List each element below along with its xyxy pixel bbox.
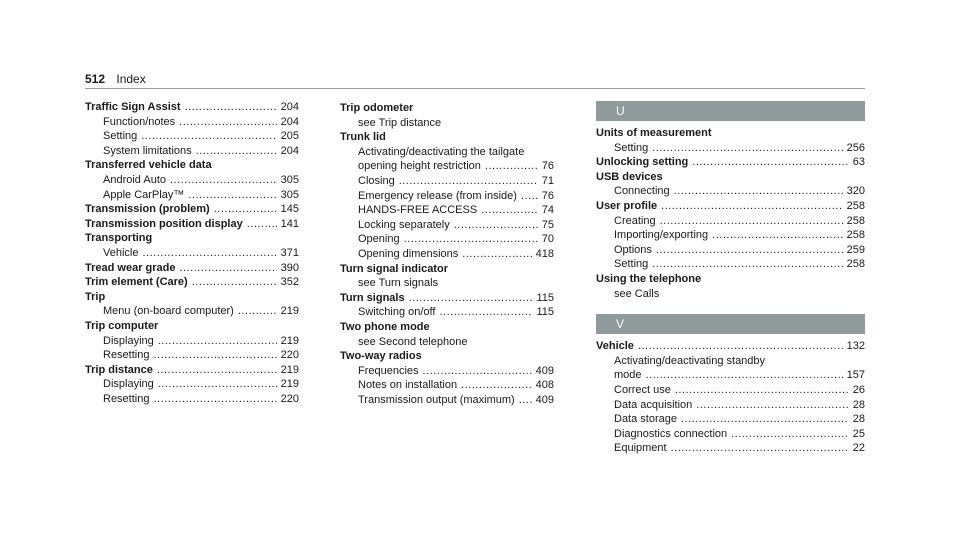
entry-text: Trip distance (85, 363, 153, 376)
entry-text: Notes on installation (358, 379, 458, 392)
index-subentry (340, 203, 554, 218)
dot-leader (247, 217, 277, 232)
index-subentry (85, 129, 299, 144)
page-ref[interactable]: 258 (846, 214, 865, 227)
entry-text: Data storage (614, 413, 677, 426)
dot-leader (158, 377, 277, 392)
index-subentry (340, 159, 554, 174)
entry-text: Equipment (614, 442, 667, 455)
index-subentry (85, 334, 299, 349)
index-entry (85, 158, 299, 173)
dot-leader (671, 441, 849, 456)
entry-text: mode (614, 369, 642, 382)
index-subentry (85, 348, 299, 363)
entry-text: Trip (85, 290, 106, 303)
index-subentry (596, 287, 865, 302)
page-ref[interactable]: 219 (280, 305, 299, 318)
entry-text: Units of measurement (596, 127, 712, 139)
entry-text: Transferred vehicle data (85, 159, 212, 172)
entry-text: Activating/deactivating the tailgate (358, 145, 525, 158)
dot-leader (485, 159, 538, 174)
dot-leader (681, 412, 849, 427)
index-entry (85, 261, 299, 276)
dot-leader (185, 100, 277, 115)
dot-leader (409, 291, 533, 306)
dot-leader (461, 378, 532, 393)
index-subentry (340, 364, 554, 379)
entry-text: Data acquisition (614, 398, 693, 411)
entry-text: Options (614, 243, 652, 256)
index-subentry (340, 247, 554, 262)
dot-leader (423, 364, 532, 379)
page-ref[interactable]: 115 (536, 291, 554, 304)
index-entry (340, 320, 554, 335)
index-subentry (340, 174, 554, 189)
entry-text: Resetting (103, 392, 150, 405)
dot-leader (170, 173, 277, 188)
page-ref[interactable]: 75 (541, 218, 554, 231)
entry-text: Creating (614, 214, 656, 227)
page-ref[interactable]: 70 (541, 233, 554, 246)
entry-text: Turn signal indicator (340, 262, 448, 275)
index-entry (85, 319, 299, 334)
dot-leader (692, 155, 848, 170)
dot-leader (652, 141, 842, 156)
dot-leader (454, 218, 538, 233)
dot-leader (188, 188, 276, 203)
index-subentry (596, 441, 865, 456)
entry-text: Closing (358, 174, 395, 187)
index-subentry (596, 354, 865, 369)
index-subentry (85, 304, 299, 319)
index-entry (340, 130, 554, 145)
entry-text: Transmission (problem) (85, 203, 210, 216)
page-ref[interactable]: 22 (852, 442, 865, 455)
index-entry (85, 202, 299, 217)
index-subentry (596, 257, 865, 272)
dot-leader (731, 427, 849, 442)
entry-text: Turn signals (340, 291, 405, 304)
index-entry (85, 275, 299, 290)
entry-text: Vehicle (103, 246, 139, 259)
entry-text: Two phone mode (340, 320, 430, 333)
page-ref[interactable]: 409 (535, 393, 554, 406)
index-subentry (85, 188, 299, 203)
page-ref[interactable]: 390 (280, 261, 299, 274)
index-subentry (340, 145, 554, 160)
entry-text: Android Auto (103, 173, 166, 186)
entry-text: see Second telephone (358, 335, 468, 348)
page-number: 512 (85, 72, 106, 86)
index-subentry (596, 243, 865, 258)
index-subentry (340, 378, 554, 393)
dot-leader (661, 199, 843, 214)
page-ref[interactable]: 258 (846, 199, 865, 212)
dot-leader (196, 144, 277, 159)
index-subentry (340, 218, 554, 233)
dot-leader (214, 202, 277, 217)
page-ref[interactable]: 219 (280, 363, 299, 376)
section-u-entries (596, 126, 865, 301)
page-ref[interactable]: 259 (846, 243, 865, 256)
entry-text: Resetting (103, 349, 150, 362)
entry-text: Opening (358, 233, 400, 246)
index-entry (85, 231, 299, 246)
entry-text: Correct use (614, 383, 671, 396)
entry-text: Transporting (85, 232, 153, 245)
index-entry (85, 217, 299, 232)
index-subentry (596, 141, 865, 156)
page-ref[interactable]: 141 (280, 217, 299, 230)
index-subentry (596, 228, 865, 243)
index-subentry (596, 398, 865, 413)
index-subentry (340, 116, 554, 131)
index-entry (85, 363, 299, 378)
entry-text: User profile (596, 199, 658, 212)
index-subentry (340, 276, 554, 291)
index-subentry (85, 392, 299, 407)
page-ref[interactable]: 28 (852, 413, 865, 426)
entry-text: Using the telephone (596, 272, 702, 285)
entry-text: Tread wear grade (85, 261, 176, 274)
dot-leader (646, 368, 843, 383)
index-entry (596, 170, 865, 185)
page-title: Index (116, 72, 146, 86)
dot-leader (521, 189, 538, 204)
page-ref[interactable]: 76 (541, 189, 554, 202)
index-subentry (340, 189, 554, 204)
index-subentry (596, 383, 865, 398)
dot-leader (179, 115, 276, 130)
index-subentry (596, 184, 865, 199)
index-subentry (596, 427, 865, 442)
index-subentry (85, 115, 299, 130)
index-column-2 (340, 101, 554, 407)
dot-leader (157, 363, 277, 378)
entry-text: Apple CarPlay™ (103, 188, 185, 201)
section-v-entries (596, 339, 865, 456)
entry-text: see Calls (614, 287, 660, 300)
page-ref[interactable]: 204 (280, 101, 299, 113)
page-ref[interactable]: 256 (846, 141, 865, 154)
section-header-u: U (596, 101, 865, 121)
page-ref[interactable]: 409 (535, 364, 554, 377)
entry-text: Locking separately (358, 218, 450, 231)
index-subentry (596, 214, 865, 229)
entry-text: Traffic Sign Assist (85, 101, 181, 113)
entry-text: USB devices (596, 170, 663, 183)
index-subentry (340, 335, 554, 350)
header-rule (85, 88, 865, 89)
entry-text: Emergency release (from inside) (358, 189, 517, 202)
index-entry (596, 272, 865, 287)
dot-leader (519, 393, 532, 408)
index-column-1 (85, 100, 299, 406)
dot-leader (153, 348, 276, 363)
page-ref[interactable]: 371 (280, 246, 299, 259)
page-ref[interactable]: 115 (536, 306, 554, 319)
entry-text: Connecting (614, 185, 670, 198)
index-entry (85, 290, 299, 305)
entry-text: Importing/exporting (614, 229, 709, 242)
page-ref[interactable]: 219 (280, 378, 299, 391)
entry-text: Unlocking setting (596, 156, 689, 169)
entry-text: opening height restriction (358, 160, 481, 173)
index-entry (340, 262, 554, 277)
entry-text: Displaying (103, 378, 154, 391)
page-ref[interactable]: 305 (280, 173, 299, 186)
page-ref[interactable]: 408 (535, 379, 554, 392)
index-subentry (340, 232, 554, 247)
entry-text: Activating/deactivating standby (614, 354, 766, 367)
index-subentry (340, 393, 554, 408)
entry-text: Frequencies (358, 364, 419, 377)
entry-text: Transmission output (maximum) (358, 393, 515, 406)
entry-text: System limitations (103, 144, 192, 157)
page-ref[interactable]: 145 (280, 203, 299, 216)
page-ref[interactable]: 204 (280, 144, 299, 157)
index-column-3 (596, 101, 865, 456)
page-ref[interactable]: 157 (846, 369, 865, 382)
entry-text: Setting (614, 141, 649, 154)
entry-text: Trunk lid (340, 131, 386, 144)
page-ref[interactable]: 25 (852, 427, 865, 440)
page-ref[interactable]: 418 (535, 247, 554, 260)
dot-leader (142, 246, 276, 261)
index-entry (340, 349, 554, 364)
index-entry (340, 101, 554, 116)
index-entry (596, 126, 865, 141)
dot-leader (404, 232, 538, 247)
entry-text: Switching on/off (358, 306, 436, 319)
index-entry (596, 155, 865, 170)
section-header-v: V (596, 314, 865, 334)
dot-leader (656, 243, 843, 258)
dot-leader (439, 305, 532, 320)
dot-leader (399, 174, 538, 189)
entry-text: Setting (103, 130, 138, 143)
dot-leader (675, 383, 849, 398)
page-ref[interactable]: 220 (280, 349, 299, 362)
dot-leader (660, 214, 843, 229)
dot-leader (141, 129, 276, 144)
entry-text: Transmission position display (85, 217, 243, 230)
dot-leader (192, 275, 277, 290)
index-subentry (596, 368, 865, 383)
page-ref[interactable]: 219 (280, 334, 299, 347)
index-subentry (85, 144, 299, 159)
index-subentry (85, 246, 299, 261)
index-entry (596, 339, 865, 354)
page-ref[interactable]: 205 (280, 130, 299, 143)
entry-text: HANDS-FREE ACCESS (358, 204, 478, 217)
entry-text: Function/notes (103, 115, 176, 128)
page-ref[interactable]: 76 (541, 160, 554, 173)
entry-text: Setting (614, 258, 649, 271)
dot-leader (462, 247, 531, 262)
dot-leader (638, 339, 843, 354)
dot-leader (652, 257, 842, 272)
entry-text: Menu (on-board computer) (103, 305, 234, 318)
dot-leader (696, 398, 848, 413)
entry-text: Trip odometer (340, 102, 414, 114)
page-ref[interactable]: 258 (846, 258, 865, 271)
entry-text: Displaying (103, 334, 154, 347)
page-ref[interactable]: 204 (280, 115, 299, 128)
page-ref[interactable]: 305 (280, 188, 299, 201)
dot-leader (180, 261, 277, 276)
index-subentry (85, 377, 299, 392)
entry-text: Trip computer (85, 319, 159, 332)
page-ref[interactable]: 352 (280, 276, 299, 289)
page-ref[interactable]: 132 (846, 340, 865, 353)
page-ref[interactable]: 71 (541, 174, 554, 187)
page-ref[interactable]: 26 (852, 383, 865, 396)
dot-leader (481, 203, 538, 218)
dot-leader (153, 392, 276, 407)
dot-leader (674, 184, 843, 199)
index-entry (85, 100, 299, 115)
entry-text: Vehicle (596, 340, 634, 353)
index-entry (340, 291, 554, 306)
entry-text: see Trip distance (358, 116, 442, 129)
index-subentry (85, 173, 299, 188)
page-ref[interactable]: 28 (852, 398, 865, 411)
entry-text: Opening dimensions (358, 247, 459, 260)
index-subentry (340, 305, 554, 320)
entry-text: Diagnostics connection (614, 427, 728, 440)
page-ref[interactable]: 320 (846, 185, 865, 198)
page-ref[interactable]: 258 (846, 229, 865, 242)
page-ref[interactable]: 220 (280, 392, 299, 405)
entry-text: Trim element (Care) (85, 276, 188, 289)
page-header (85, 72, 146, 86)
page-ref[interactable]: 74 (541, 204, 554, 217)
dot-leader (712, 228, 842, 243)
dot-leader (238, 304, 277, 319)
page-ref[interactable]: 63 (852, 156, 865, 169)
index-entry (596, 199, 865, 214)
index-subentry (596, 412, 865, 427)
entry-text: see Turn signals (358, 277, 439, 290)
entry-text: Two-way radios (340, 350, 422, 363)
dot-leader (158, 334, 277, 349)
